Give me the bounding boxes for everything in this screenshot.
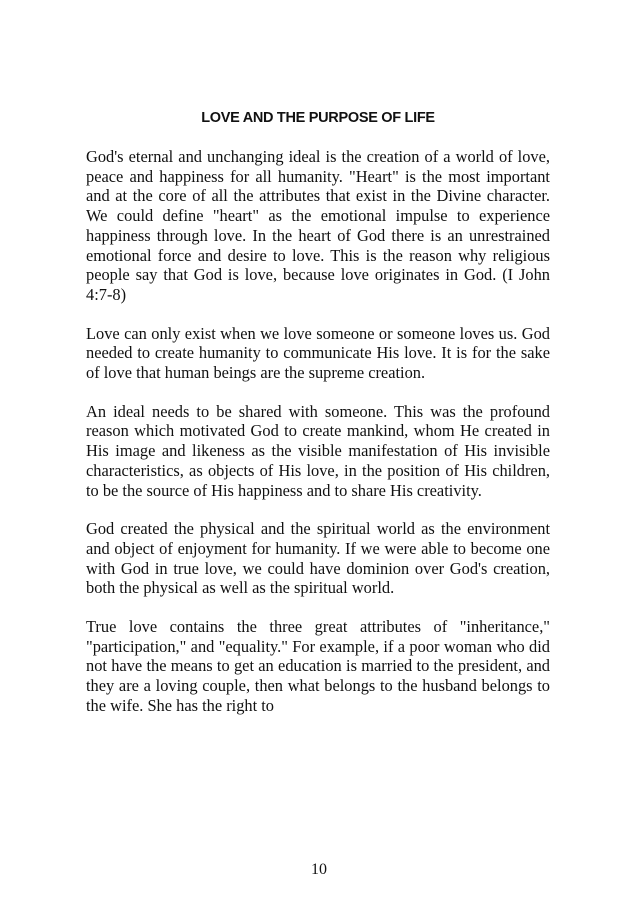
body-text (86, 147, 550, 735)
paragraph-2: Love can only exist when we love someone or someone loves us. God needed to create humanity to communicate His love. It is for the sake of love that human beings are the supreme creation. (86, 323, 550, 383)
paragraph-1: God's eternal and unchanging ideal is the creation of a world of love, peace and happiness for all humanity. "Heart" is the most important and at the core of all the attributes that exist in the Divine character. We could define "heart" as the emotional impulse to experience happiness through love. In the heart of God there is an unrestrained emotional force and desire to love. This is the reason why religious people say that God is love, because love originates in God. (I John 4:7-8) (86, 147, 550, 304)
paragraph-3: An ideal needs to be shared with someone. This was the profound reason which motivated God to create mankind, whom He created in His image and likeness as the visible manifestation of His invisible characteristics, as objects of His love, in the position of His children, to be the source of His happiness and to share His creativity. (86, 401, 550, 500)
paragraph-5: True love contains the three great attributes of "inheritance," "participation," and "equality." For example, if a poor woman who did not have the means to get an education is married to the president, and they are a loving couple, then what belongs to the husband belongs to the wife. She has the right to (86, 617, 550, 715)
page-title: LOVE AND THE PURPOSE OF LIFE (201, 110, 435, 126)
page-number: 10 (311, 861, 327, 878)
paragraph-4: God created the physical and the spiritual world as the environment and object of enjoyment for humanity. If we were able to become one with God in true love, we could have dominion over God's creation, both the physical as well as the spiritual world. (86, 519, 550, 598)
